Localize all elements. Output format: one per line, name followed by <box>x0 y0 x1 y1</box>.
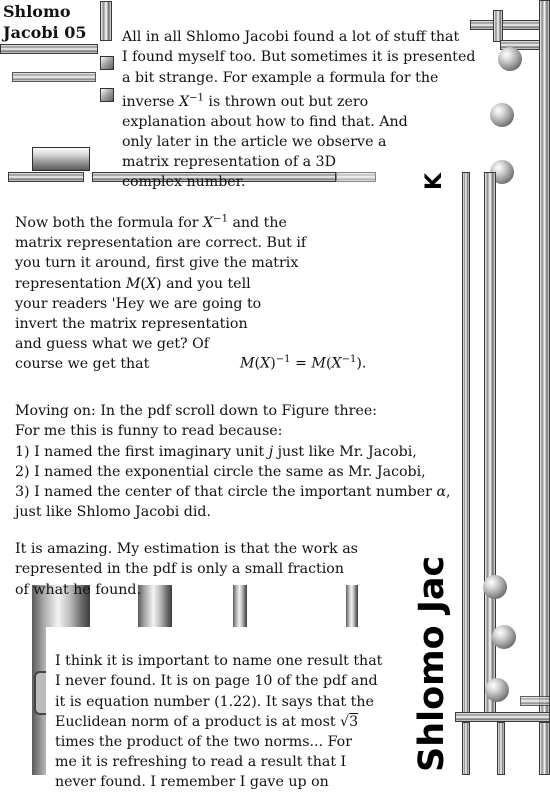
paragraph-3 <box>15 381 451 522</box>
p1-line: explanation about how to find that. And <box>122 113 408 130</box>
corner-square-2 <box>100 88 114 102</box>
p3-line: just like Shlomo Jacobi did. <box>15 504 212 521</box>
p2-line: matrix representation are correct. But if <box>15 235 307 252</box>
p1-line: complex number. <box>122 174 246 191</box>
p5-line: I think it is important to name one result that <box>55 653 383 670</box>
p3-line: For me this is funny to read because: <box>15 423 283 440</box>
sphere-6 <box>485 678 509 702</box>
paragraph-2 <box>15 189 306 375</box>
right-top-vbar <box>493 10 503 42</box>
p5-line: never found. I remember I gave up on <box>55 774 329 791</box>
vertical-fragment: K <box>422 172 447 190</box>
corner-square-1 <box>100 56 114 70</box>
p2-line: invert the matrix representation <box>15 315 248 332</box>
right-bottom-bar-2 <box>520 696 550 706</box>
sphere-1 <box>498 47 522 71</box>
mid-left-bar <box>8 172 84 182</box>
right-tall-bar-left <box>462 172 470 717</box>
right-tall-bar-right <box>539 0 550 720</box>
page-title: Shlomo Jacobi 05 <box>3 2 87 42</box>
p3-line: 3) I named the center of that circle the important number α, <box>15 484 451 501</box>
left-dashed-bar <box>12 72 96 82</box>
p2-line: representation M(X) and you tell <box>15 275 251 292</box>
p1-line: only later in the article we observe a <box>122 133 387 150</box>
p4-line: It is amazing. My estimation is that the work as <box>15 541 358 558</box>
p5-line: me it is refreshing to read a result that I <box>55 754 347 771</box>
top-left-bar <box>0 44 98 54</box>
right-bottom-vbar-2 <box>497 722 505 775</box>
p3-line: 1) I named the first imaginary unit j just like Mr. Jacobi, <box>15 443 417 460</box>
paragraph-5 <box>55 631 382 793</box>
p5-line: I never found. It is on page 10 of the pdf and <box>55 673 378 690</box>
sphere-4 <box>483 575 507 599</box>
p5-line: it is equation number (1.22). It says that the <box>55 693 374 710</box>
p1-line: All in all Shlomo Jacobi found a lot of stuff that <box>122 29 460 46</box>
equation: $M(X)^{-1} = M(X^{-1})$. <box>240 354 367 372</box>
p1-line: I found myself too. But sometimes it is presented <box>122 49 476 66</box>
title-divider-bar <box>100 1 112 41</box>
p1-line: matrix representation of a 3D <box>122 154 336 171</box>
p5-line: times the product of the two norms... For <box>55 734 352 751</box>
right-top-bar-1 <box>470 20 550 30</box>
p4-line: represented in the pdf is only a small fraction <box>15 561 344 578</box>
vertical-title: Shlomo Jac <box>412 555 452 772</box>
p4-line: of what he found. <box>15 581 141 598</box>
sphere-5 <box>492 625 516 649</box>
p1-line: inverse $X^{-1}$ is thrown out but zero <box>122 91 369 110</box>
paragraph-1 <box>122 7 475 193</box>
p2-line: and guess what we get? Of <box>15 336 210 353</box>
paragraph-4 <box>15 519 358 600</box>
right-bottom-vbar-3 <box>539 722 550 775</box>
sphere-2 <box>490 103 514 127</box>
p2-line: you turn it around, first give the matrix <box>15 255 299 272</box>
p5-line: Euclidean norm of a product is at most √3 <box>55 713 359 730</box>
p1-line: a bit strange. For example a formula for the <box>122 69 439 86</box>
right-bottom-bar-1 <box>455 712 550 722</box>
right-bottom-vbar <box>462 722 470 775</box>
p3-line: 2) I named the exponential circle the same as Mr. Jacobi, <box>15 463 426 480</box>
bevel-block <box>32 147 90 171</box>
p2-line: your readers 'Hey we are going to <box>15 295 262 312</box>
p3-line: Moving on: In the pdf scroll down to Figure three: <box>15 403 378 420</box>
p2-line: course we get that <box>15 356 150 373</box>
p2-line: Now both the formula for $X^{-1}$ and the <box>15 213 287 231</box>
